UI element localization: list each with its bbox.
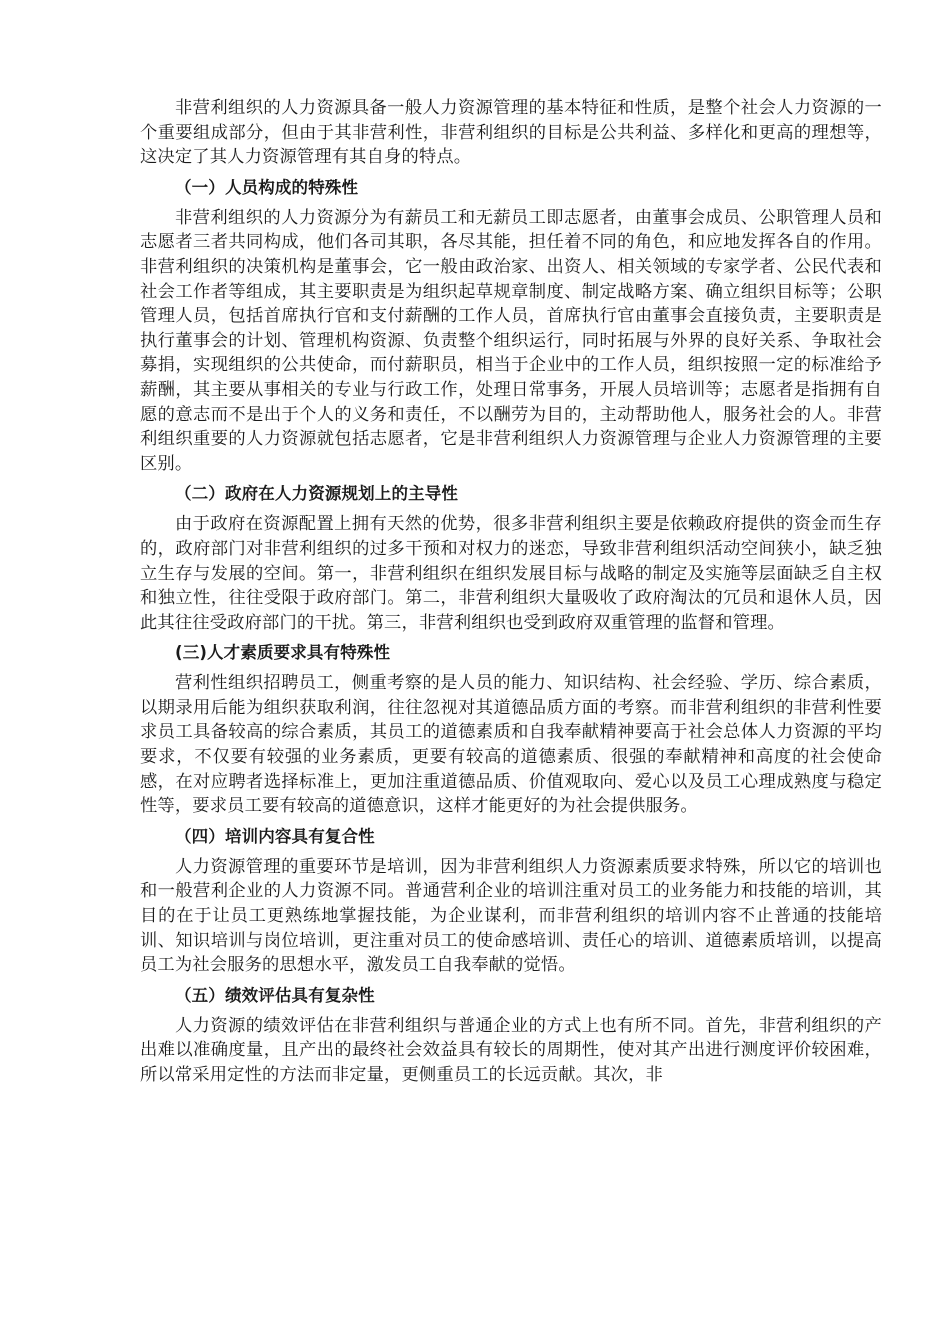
section-1-paragraph: 非营利组织的人力资源分为有薪员工和无薪员工即志愿者，由董事会成员、公职管理人员和志愿者三者共同构成，他们各司其职，各尽其能，担任着不同的角色，和应地发挥各自的作用。非营利组织的决策机构是董事会，它一般由政治家、出资人、相关领域的专家学者、公民代表和社会工作者等组成，其主要职责是为组织起草规章制度、制定战略方案、确立组织目标等；公职管理人员，包括首席执行官和支付薪酬的工作人员，首席执行官由董事会直接负责，主要职责是执行董事会的计划、管理机构资源、负责整个组织运行，同时拓展与外界的良好关系、争取社会募捐，实现组织的公共使命，而付薪职员，相当于企业中的工作人员，组织按照一定的标准给予薪酬，其主要从事相关的专业与行政工作，处理日常事务，开展人员培训等；志愿者是指拥有自愿的意志而不是出于个人的义务和责任，不以酬劳为目的，主动帮助他人，服务社会的人。非营利组织重要的人力资源就包括志愿者，它是非营利组织人力资源管理与企业人力资源管理的主要区别。: [140, 207, 882, 474]
section-heading-5: （五）绩效评估具有复杂性: [175, 985, 375, 1005]
section-heading-3: (三)人才素质要求具有特殊性: [175, 643, 391, 663]
section-heading-4: （四）培训内容具有复合性: [175, 826, 375, 846]
section-heading-2: （二）政府在人力资源规划上的主导性: [175, 484, 459, 504]
section-3-paragraph: 营利性组织招聘员工，侧重考察的是人员的能力、知识结构、社会经验、学历、综合素质，以期录用后能为组织获取利润，往往忽视对其道德品质方面的考察。而非营利组织的非营利性要求员工具备较高的综合素质，其员工的道德素质和自我奉献精神要高于社会总体人力资源的平均要求，不仅要有较强的业务素质，更要有较高的道德素质、很强的奉献精神和高度的社会使命感，在对应聘者选择标准上，更加注重道德品质、价值观取向、爱心以及员工心理成熟度与稳定性等，要求员工要有较高的道德意识，这样才能更好的为社会提供服务。: [140, 673, 882, 817]
section-4-paragraph: 人力资源管理的重要环节是培训，因为非营利组织人力资源素质要求特殊，所以它的培训也和一般营利企业的人力资源不同。普通营利企业的培训注重对员工的业务能力和技能的培训，其目的在于让员工更熟练地掌握技能，为企业谋利，而非营利组织的培训内容不止普通的技能培训、知识培训与岗位培训，更注重对员工的使命感培训、责任心的培训、道德素质培训，以提高员工为社会服务的思想水平，激发员工自我奉献的觉悟。: [140, 856, 882, 976]
intro-paragraph: 非营利组织的人力资源具备一般人力资源管理的基本特征和性质，是整个社会人力资源的一个重要组成部分，但由于其非营利性，非营利组织的目标是公共利益、多样化和更高的理想等，这决定了其人力资源管理有其自身的特点。: [140, 98, 882, 168]
section-2-paragraph: 由于政府在资源配置上拥有天然的优势，很多非营利组织主要是依赖政府提供的资金而生存的，政府部门对非营利组织的过多干预和对权力的迷恋，导致非营利组织活动空间狭小，缺乏独立生存与发展的空间。第一，非营利组织在组织发展目标与战略的制定及实施等层面缺乏自主权和独立性，往往受限于政府部门。第二，非营利组织大量吸收了政府淘汰的冗员和退休人员，因此其往往受政府部门的干扰。第三，非营利组织也受到政府双重管理的监督和管理。: [140, 514, 882, 633]
document-page: [140, 96, 882, 1088]
section-5-paragraph: 人力资源的绩效评估在非营利组织与普通企业的方式上也有所不同。首先，非营利组织的产出难以准确度量，且产出的最终社会效益具有较长的周期性，使对其产出进行测度评价较困难，所以常采用定性的方法而非定量，更侧重员工的长远贡献。其次，非: [140, 1015, 882, 1085]
section-heading-1: （一）人员构成的特殊性: [175, 177, 359, 197]
